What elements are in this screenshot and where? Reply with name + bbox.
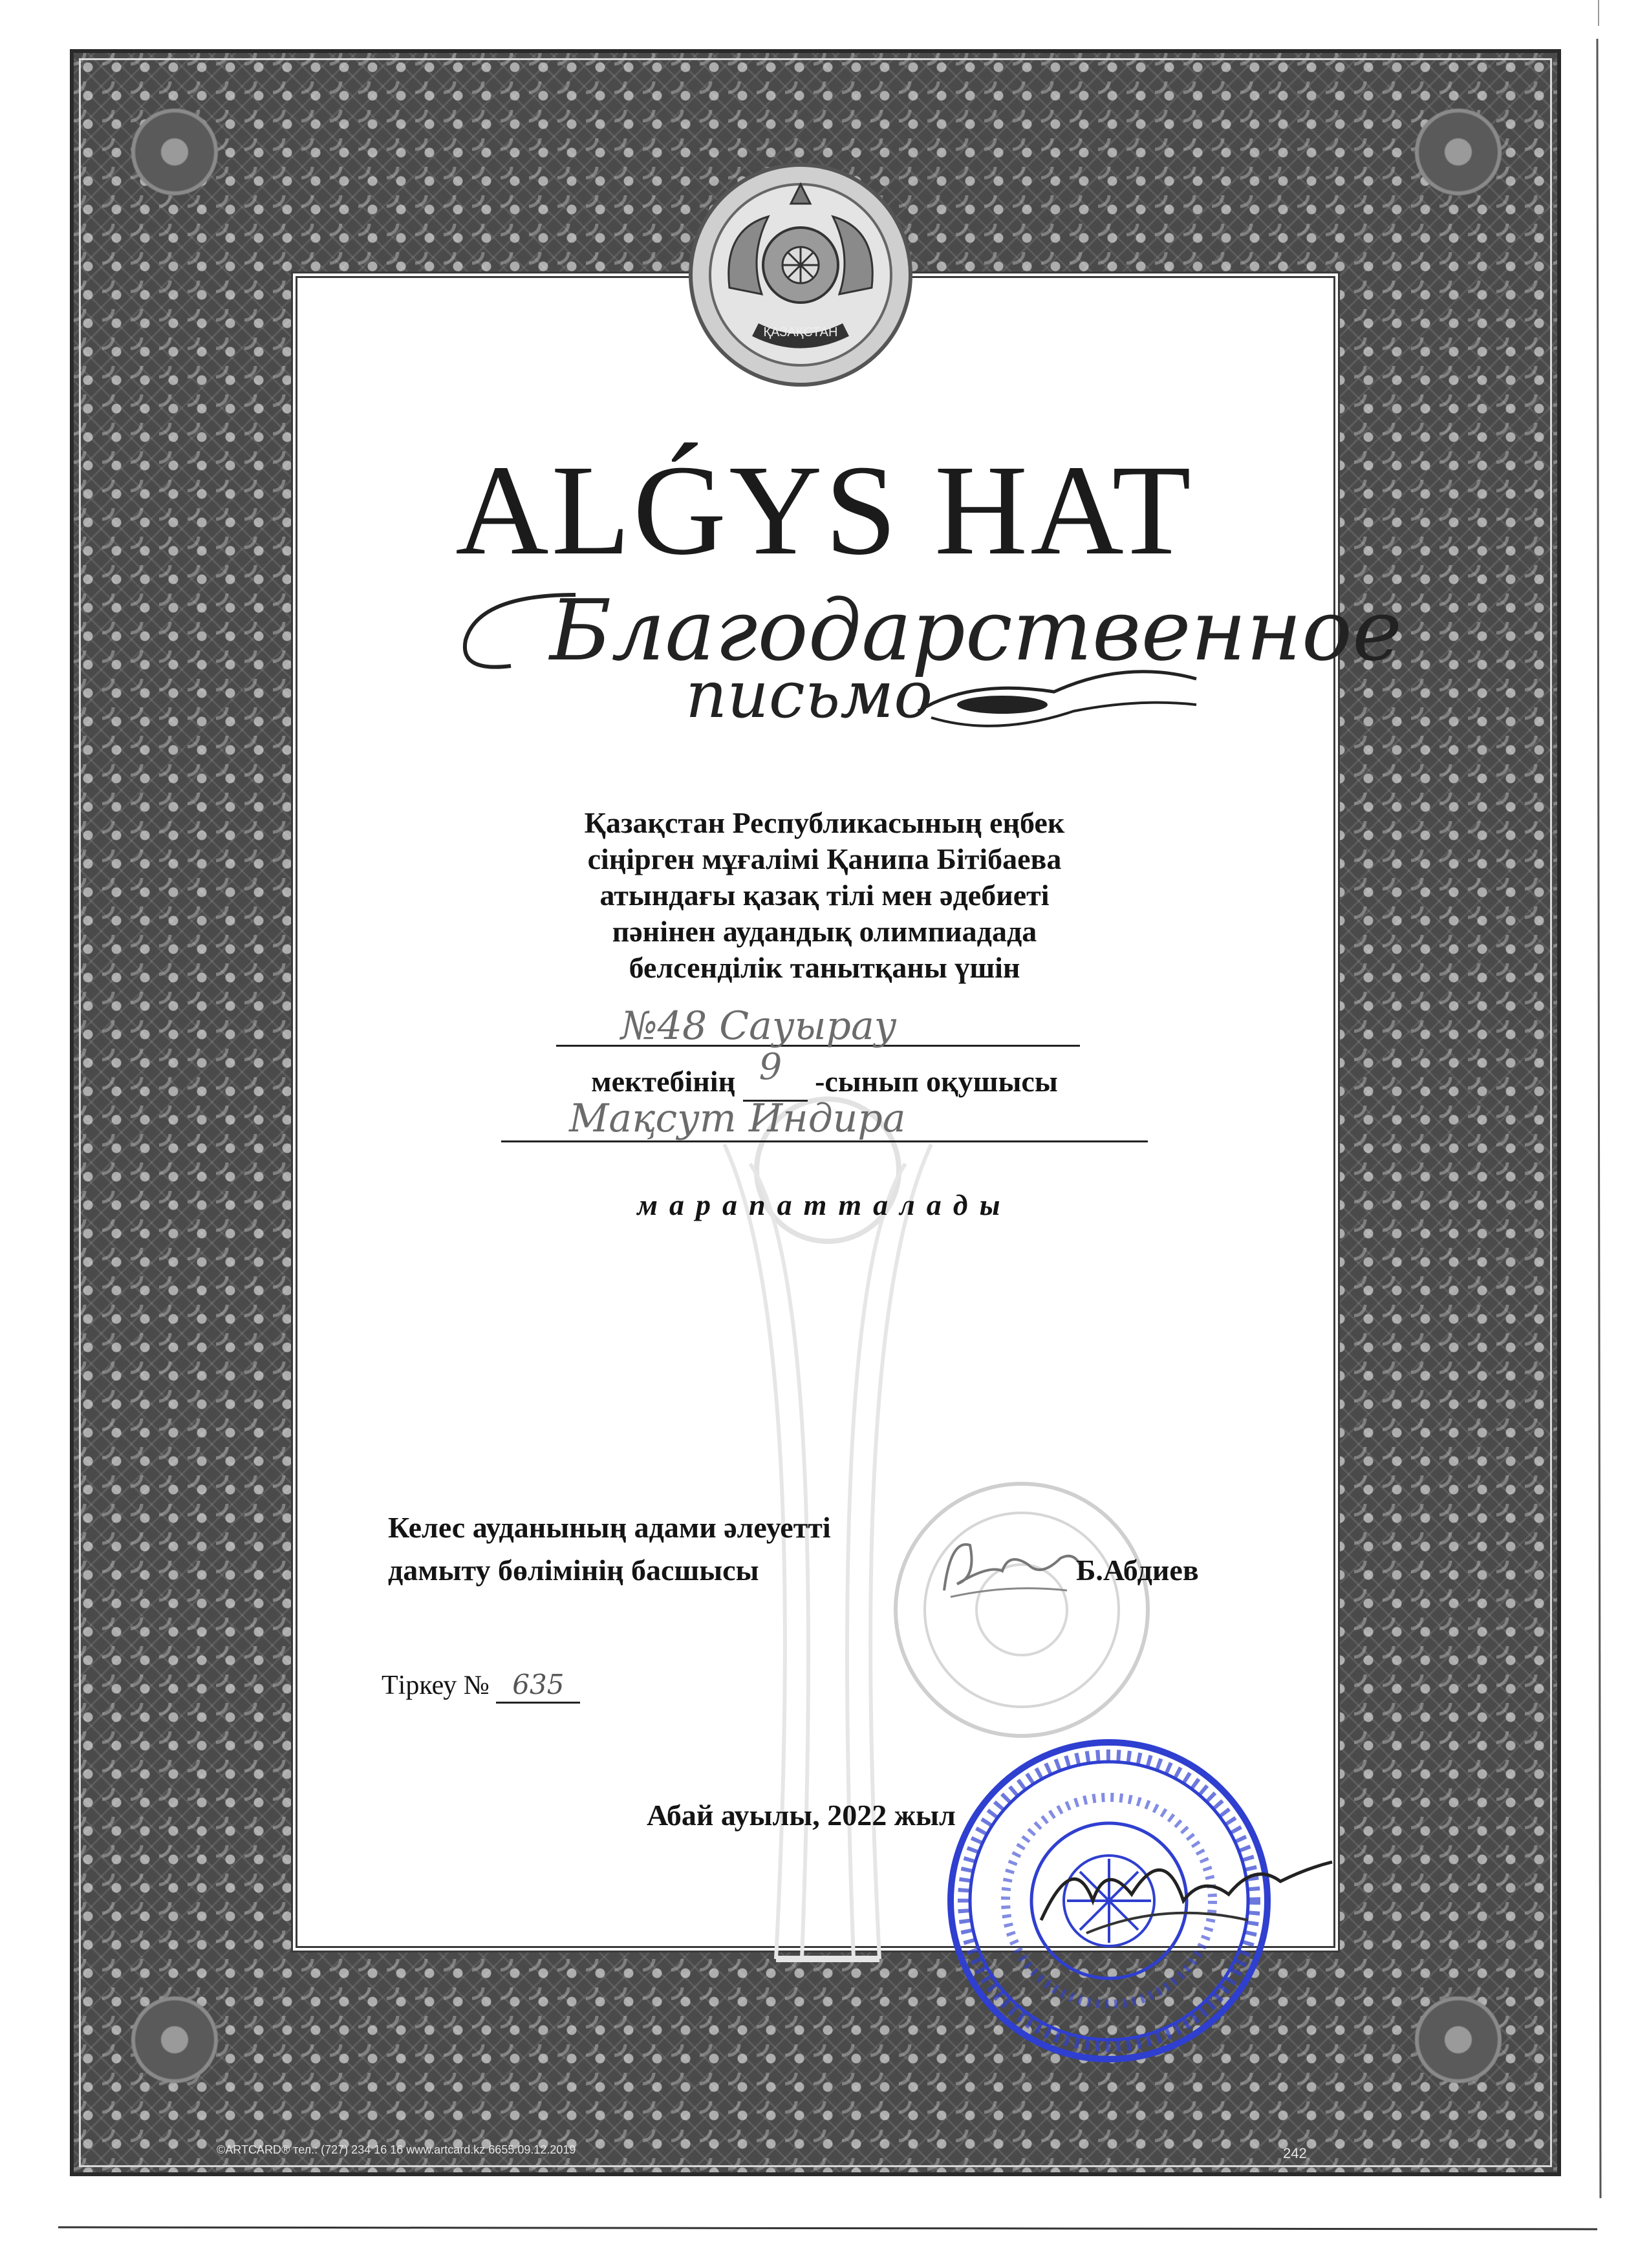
signatory-name: Б.Абдиев xyxy=(1076,1554,1199,1587)
school-label-suffix: -сынып оқушысы xyxy=(815,1065,1058,1098)
certificate-subtitle-line1: Благодарственное xyxy=(550,581,1403,679)
corner-ornament-bottom-right xyxy=(1384,1965,1533,2114)
body-line: белсенділік танытқаны үшін xyxy=(629,951,1020,984)
signatory-position xyxy=(388,1506,831,1592)
corner-ornament-top-left xyxy=(100,78,249,226)
corner-ornament-top-right xyxy=(1384,78,1533,226)
faint-round-stamp xyxy=(886,1474,1158,1746)
school-handwritten: №48 Сауырау xyxy=(621,1003,897,1049)
registration-label: Тіркеу № xyxy=(382,1671,490,1700)
body-line: пәнінен аудандық олимпиадада xyxy=(612,915,1037,948)
body-line: сіңірген мұғалімі Қанипа Бітібаева xyxy=(587,842,1062,875)
certificate-subtitle-line2: письмо xyxy=(685,657,933,733)
corner-ornament-bottom-left xyxy=(100,1965,249,2114)
director-signature xyxy=(1035,1823,1339,1952)
registration xyxy=(382,1668,580,1704)
awarded-text: марапатталады xyxy=(637,1188,1012,1221)
certificate-title: ALǴYS HAT xyxy=(455,439,1194,582)
printer-footer: ©ARTCARD® тел.: (727) 234 16 16 www.artcard.kz 6655.09.12.2019 xyxy=(217,2143,576,2156)
place-and-date: Абай ауылы, 2022 жыл xyxy=(647,1799,956,1832)
signatory-line1: Келес ауданының адами әлеуетті xyxy=(388,1511,831,1544)
signature-abdiev xyxy=(931,1526,1086,1610)
award-reason xyxy=(0,805,1649,986)
emblem-label: ҚАЗАҚСТАН xyxy=(763,325,838,339)
body-line: Қазақстан Республикасының еңбек xyxy=(584,806,1065,839)
grade-handwritten: 9 xyxy=(759,1046,782,1088)
school-label-prefix: мектебінің xyxy=(591,1065,736,1098)
student-handwritten: Мақсут Индира xyxy=(569,1096,906,1141)
signatory-line2: дамыту бөлімінің басшысы xyxy=(388,1554,759,1587)
body-line: атындағы қазақ тілі мен әдебиеті xyxy=(599,879,1050,912)
kazakhstan-emblem xyxy=(684,158,917,391)
form-number: 242 xyxy=(1283,2145,1307,2161)
registration-number: 635 xyxy=(496,1668,580,1704)
